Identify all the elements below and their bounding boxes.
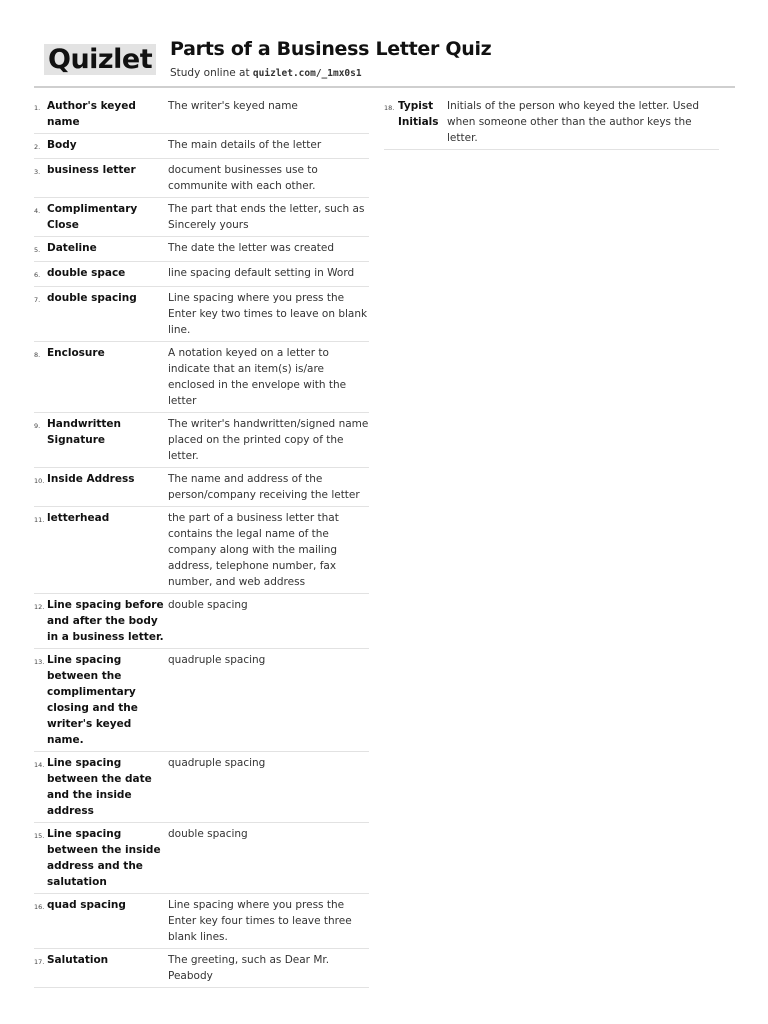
term-number: 5. bbox=[34, 246, 41, 254]
term-row bbox=[34, 468, 369, 507]
quizlet-logo: Quizlet bbox=[44, 44, 156, 75]
header-divider bbox=[34, 86, 735, 88]
terms-column-right bbox=[384, 95, 719, 150]
term-definition: Initials of the person who keyed the letter. Used when someone other than the author keys the letter. bbox=[447, 100, 700, 144]
term-number: 9. bbox=[34, 422, 41, 430]
term-row bbox=[34, 413, 369, 468]
term-text: Body bbox=[47, 139, 77, 151]
term-text: Complimentary Close bbox=[47, 203, 138, 231]
term-text: Line spacing before and after the body in a business letter. bbox=[47, 599, 164, 643]
study-online-label: Study online at bbox=[170, 67, 253, 79]
term-row bbox=[34, 134, 369, 159]
term-text: Author's keyed name bbox=[47, 100, 136, 128]
term-text: Typist Initials bbox=[398, 100, 439, 128]
term-definition: The writer's keyed name bbox=[168, 100, 298, 112]
term-number: 4. bbox=[34, 207, 41, 215]
term-text: letterhead bbox=[47, 512, 110, 524]
term-definition: Line spacing where you press the Enter key two times to leave on blank line. bbox=[168, 292, 368, 336]
term-number: 1. bbox=[34, 104, 41, 112]
term-definition: The main details of the letter bbox=[168, 139, 322, 151]
term-text: business letter bbox=[47, 164, 136, 176]
term-row bbox=[34, 507, 369, 594]
study-online-line bbox=[170, 67, 362, 79]
term-definition: The part that ends the letter, such as Sincerely yours bbox=[168, 203, 365, 231]
term-number: 16. bbox=[34, 903, 45, 911]
term-number: 18. bbox=[384, 104, 395, 112]
term-row bbox=[34, 159, 369, 198]
term-definition: the part of a business letter that contains the legal name of the company along with the mailing address, telephone number, fax number, and web address bbox=[168, 512, 339, 588]
term-number: 7. bbox=[34, 296, 41, 304]
term-row bbox=[34, 287, 369, 342]
term-definition: The name and address of the person/company receiving the letter bbox=[168, 473, 360, 501]
term-text: Line spacing between the complimentary closing and the writer's keyed name. bbox=[47, 654, 138, 746]
term-definition: double spacing bbox=[168, 599, 248, 611]
term-definition: document businesses use to communite with each other. bbox=[168, 164, 318, 192]
term-definition: line spacing default setting in Word bbox=[168, 267, 355, 279]
term-definition: quadruple spacing bbox=[168, 654, 266, 666]
term-text: Dateline bbox=[47, 242, 97, 254]
term-definition: Line spacing where you press the Enter key four times to leave three blank lines. bbox=[168, 899, 352, 943]
term-number: 12. bbox=[34, 603, 45, 611]
term-text: Inside Address bbox=[47, 473, 135, 485]
term-number: 13. bbox=[34, 658, 45, 666]
term-row bbox=[34, 95, 369, 134]
term-definition: The date the letter was created bbox=[168, 242, 335, 254]
term-definition: The writer's handwritten/signed name placed on the printed copy of the letter. bbox=[168, 418, 369, 462]
term-row bbox=[34, 198, 369, 237]
term-definition: quadruple spacing bbox=[168, 757, 266, 769]
term-row bbox=[34, 342, 369, 413]
term-text: double spacing bbox=[47, 292, 137, 304]
term-definition: double spacing bbox=[168, 828, 248, 840]
study-url-link[interactable]: quizlet.com/_1mx0s1 bbox=[252, 68, 362, 79]
term-row bbox=[34, 237, 369, 262]
term-text: quad spacing bbox=[47, 899, 126, 911]
term-row bbox=[34, 262, 369, 287]
term-row bbox=[34, 949, 369, 988]
term-number: 17. bbox=[34, 958, 45, 966]
term-number: 10. bbox=[34, 477, 45, 485]
page-title: Parts of a Business Letter Quiz bbox=[170, 38, 492, 60]
term-number: 6. bbox=[34, 271, 41, 279]
term-text: Line spacing between the date and the inside address bbox=[47, 757, 152, 817]
term-text: Enclosure bbox=[47, 347, 105, 359]
term-text: Handwritten Signature bbox=[47, 418, 121, 446]
term-row bbox=[34, 823, 369, 894]
term-definition: The greeting, such as Dear Mr. Peabody bbox=[168, 954, 330, 982]
term-number: 14. bbox=[34, 761, 45, 769]
term-number: 11. bbox=[34, 516, 45, 524]
term-number: 2. bbox=[34, 143, 41, 151]
term-number: 8. bbox=[34, 351, 41, 359]
term-number: 3. bbox=[34, 168, 41, 176]
term-text: Salutation bbox=[47, 954, 109, 966]
term-definition: A notation keyed on a letter to indicate that an item(s) is/are enclosed in the envelope with the letter bbox=[168, 347, 347, 407]
term-row bbox=[384, 95, 719, 150]
term-number: 15. bbox=[34, 832, 45, 840]
term-row bbox=[34, 894, 369, 949]
term-text: double space bbox=[47, 267, 126, 279]
term-row bbox=[34, 752, 369, 823]
terms-column-left bbox=[34, 95, 369, 988]
term-text: Line spacing between the inside address and the salutation bbox=[47, 828, 161, 888]
term-row bbox=[34, 594, 369, 649]
term-row bbox=[34, 649, 369, 752]
